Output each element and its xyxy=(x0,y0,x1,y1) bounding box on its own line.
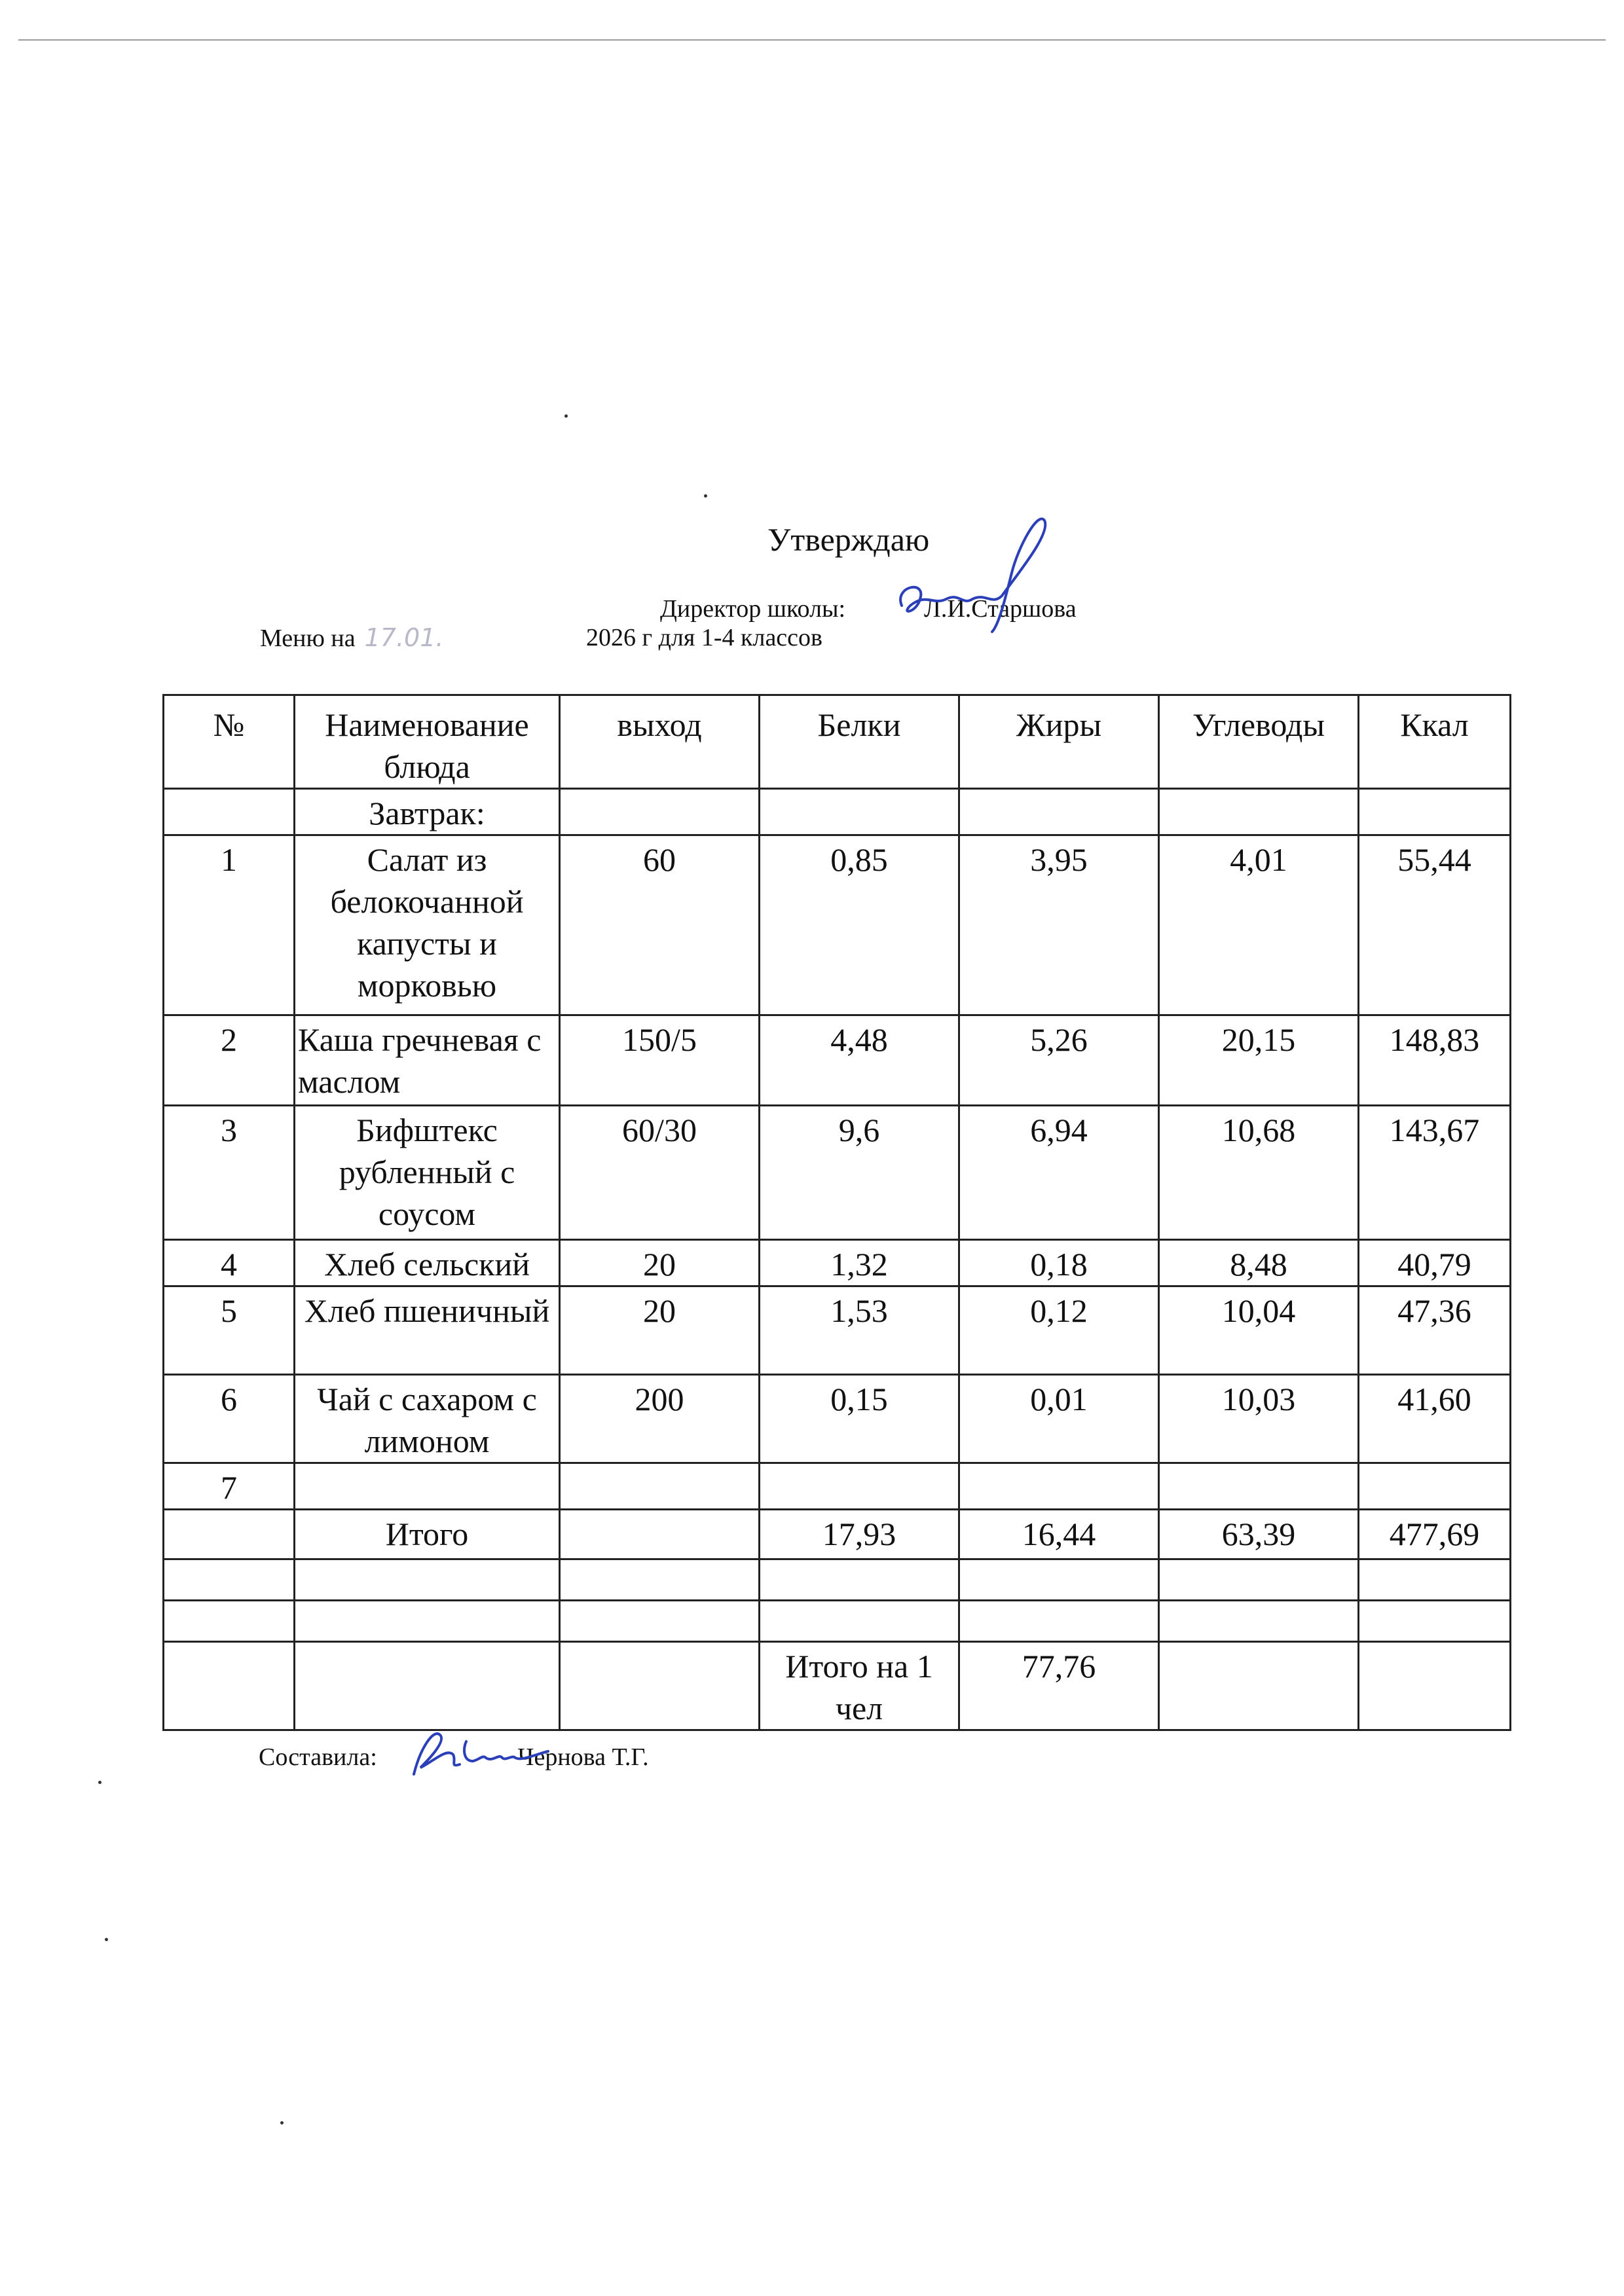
header-number: № xyxy=(164,695,295,789)
row-protein: 0,85 xyxy=(760,835,959,1015)
row-name: Каша гречневая с маслом xyxy=(295,1015,560,1106)
row-name: Салат из белокочанной капусты и морковью xyxy=(295,835,560,1015)
total-label: Итого xyxy=(295,1510,560,1559)
row-carbs: 10,68 xyxy=(1159,1106,1359,1240)
empty-row xyxy=(164,1601,1511,1642)
director-name: Л.И.Старшова xyxy=(924,595,1077,623)
row-carbs: 20,15 xyxy=(1159,1015,1359,1106)
row-name: Хлеб сельский xyxy=(295,1240,560,1286)
row-kcal: 148,83 xyxy=(1359,1015,1511,1106)
row-fat: 6,94 xyxy=(959,1106,1159,1240)
row-output: 20 xyxy=(560,1240,760,1286)
row-carbs: 4,01 xyxy=(1159,835,1359,1015)
row-protein: 1,53 xyxy=(760,1286,959,1375)
row-protein: 0,15 xyxy=(760,1375,959,1463)
row-carbs xyxy=(1159,1463,1359,1510)
row-output: 200 xyxy=(560,1375,760,1463)
row-number: 1 xyxy=(164,835,295,1015)
scan-speck xyxy=(280,2121,284,2124)
row-name xyxy=(295,1463,560,1510)
header-kcal: Ккал xyxy=(1359,695,1511,789)
menu-date: 17.01. xyxy=(364,623,444,652)
row-name: Чай с сахаром с лимоном xyxy=(295,1375,560,1463)
section-label: Завтрак: xyxy=(295,789,560,835)
header-carbs: Углеводы xyxy=(1159,695,1359,789)
table-row xyxy=(164,1106,1511,1240)
row-fat: 3,95 xyxy=(959,835,1159,1015)
row-name: Бифштекс рубленный с соусом xyxy=(295,1106,560,1240)
approve-heading: Утверждаю xyxy=(767,521,930,558)
empty-row xyxy=(164,1559,1511,1601)
row-kcal: 55,44 xyxy=(1359,835,1511,1015)
scan-edge-line xyxy=(18,39,1606,41)
scan-speck xyxy=(564,414,568,418)
menu-prefix: Меню на xyxy=(260,625,356,652)
row-output: 60/30 xyxy=(560,1106,760,1240)
row-number: 7 xyxy=(164,1463,295,1510)
composed-label: Составила: xyxy=(259,1743,377,1771)
row-carbs: 8,48 xyxy=(1159,1240,1359,1286)
menu-date-line xyxy=(260,623,822,653)
table-row xyxy=(164,1240,1511,1286)
menu-table xyxy=(162,694,1511,1731)
per-person-label: Итого на 1 чел xyxy=(760,1642,959,1730)
total-protein: 17,93 xyxy=(760,1510,959,1559)
table-row xyxy=(164,835,1511,1015)
row-number: 2 xyxy=(164,1015,295,1106)
section-row xyxy=(164,789,1511,835)
row-fat xyxy=(959,1463,1159,1510)
row-protein: 9,6 xyxy=(760,1106,959,1240)
row-kcal: 47,36 xyxy=(1359,1286,1511,1375)
table-row xyxy=(164,1463,1511,1510)
row-output: 60 xyxy=(560,835,760,1015)
total-kcal: 477,69 xyxy=(1359,1510,1511,1559)
row-fat: 0,01 xyxy=(959,1375,1159,1463)
row-kcal: 143,67 xyxy=(1359,1106,1511,1240)
composed-name: Чернова Т.Г. xyxy=(517,1743,649,1771)
per-person-row xyxy=(164,1642,1511,1730)
scan-speck xyxy=(105,1938,108,1941)
row-fat: 0,18 xyxy=(959,1240,1159,1286)
header-output: выход xyxy=(560,695,760,789)
menu-suffix: 2026 г для 1-4 классов xyxy=(586,624,822,651)
row-kcal: 40,79 xyxy=(1359,1240,1511,1286)
row-protein xyxy=(760,1463,959,1510)
row-output: 150/5 xyxy=(560,1015,760,1106)
table-row xyxy=(164,1015,1511,1106)
total-fat: 16,44 xyxy=(959,1510,1159,1559)
row-output xyxy=(560,1463,760,1510)
row-protein: 1,32 xyxy=(760,1240,959,1286)
header-name: Наименование блюда xyxy=(295,695,560,789)
row-output: 20 xyxy=(560,1286,760,1375)
row-name: Хлеб пшеничный xyxy=(295,1286,560,1375)
total-row xyxy=(164,1510,1511,1559)
row-fat: 0,12 xyxy=(959,1286,1159,1375)
row-protein: 4,48 xyxy=(760,1015,959,1106)
scan-speck xyxy=(98,1781,101,1784)
row-number: 5 xyxy=(164,1286,295,1375)
per-person-value: 77,76 xyxy=(959,1642,1159,1730)
director-signature xyxy=(887,507,1071,638)
table-row xyxy=(164,1286,1511,1375)
row-fat: 5,26 xyxy=(959,1015,1159,1106)
row-kcal xyxy=(1359,1463,1511,1510)
header-fat: Жиры xyxy=(959,695,1159,789)
row-number: 4 xyxy=(164,1240,295,1286)
row-number: 3 xyxy=(164,1106,295,1240)
composer-signature xyxy=(401,1722,551,1787)
row-kcal: 41,60 xyxy=(1359,1375,1511,1463)
director-label: Директор школы: xyxy=(660,595,846,623)
header-protein: Белки xyxy=(760,695,959,789)
row-carbs: 10,04 xyxy=(1159,1286,1359,1375)
table-row xyxy=(164,1375,1511,1463)
row-carbs: 10,03 xyxy=(1159,1375,1359,1463)
table-header-row xyxy=(164,695,1511,789)
row-number: 6 xyxy=(164,1375,295,1463)
scan-speck xyxy=(704,494,707,498)
total-carbs: 63,39 xyxy=(1159,1510,1359,1559)
